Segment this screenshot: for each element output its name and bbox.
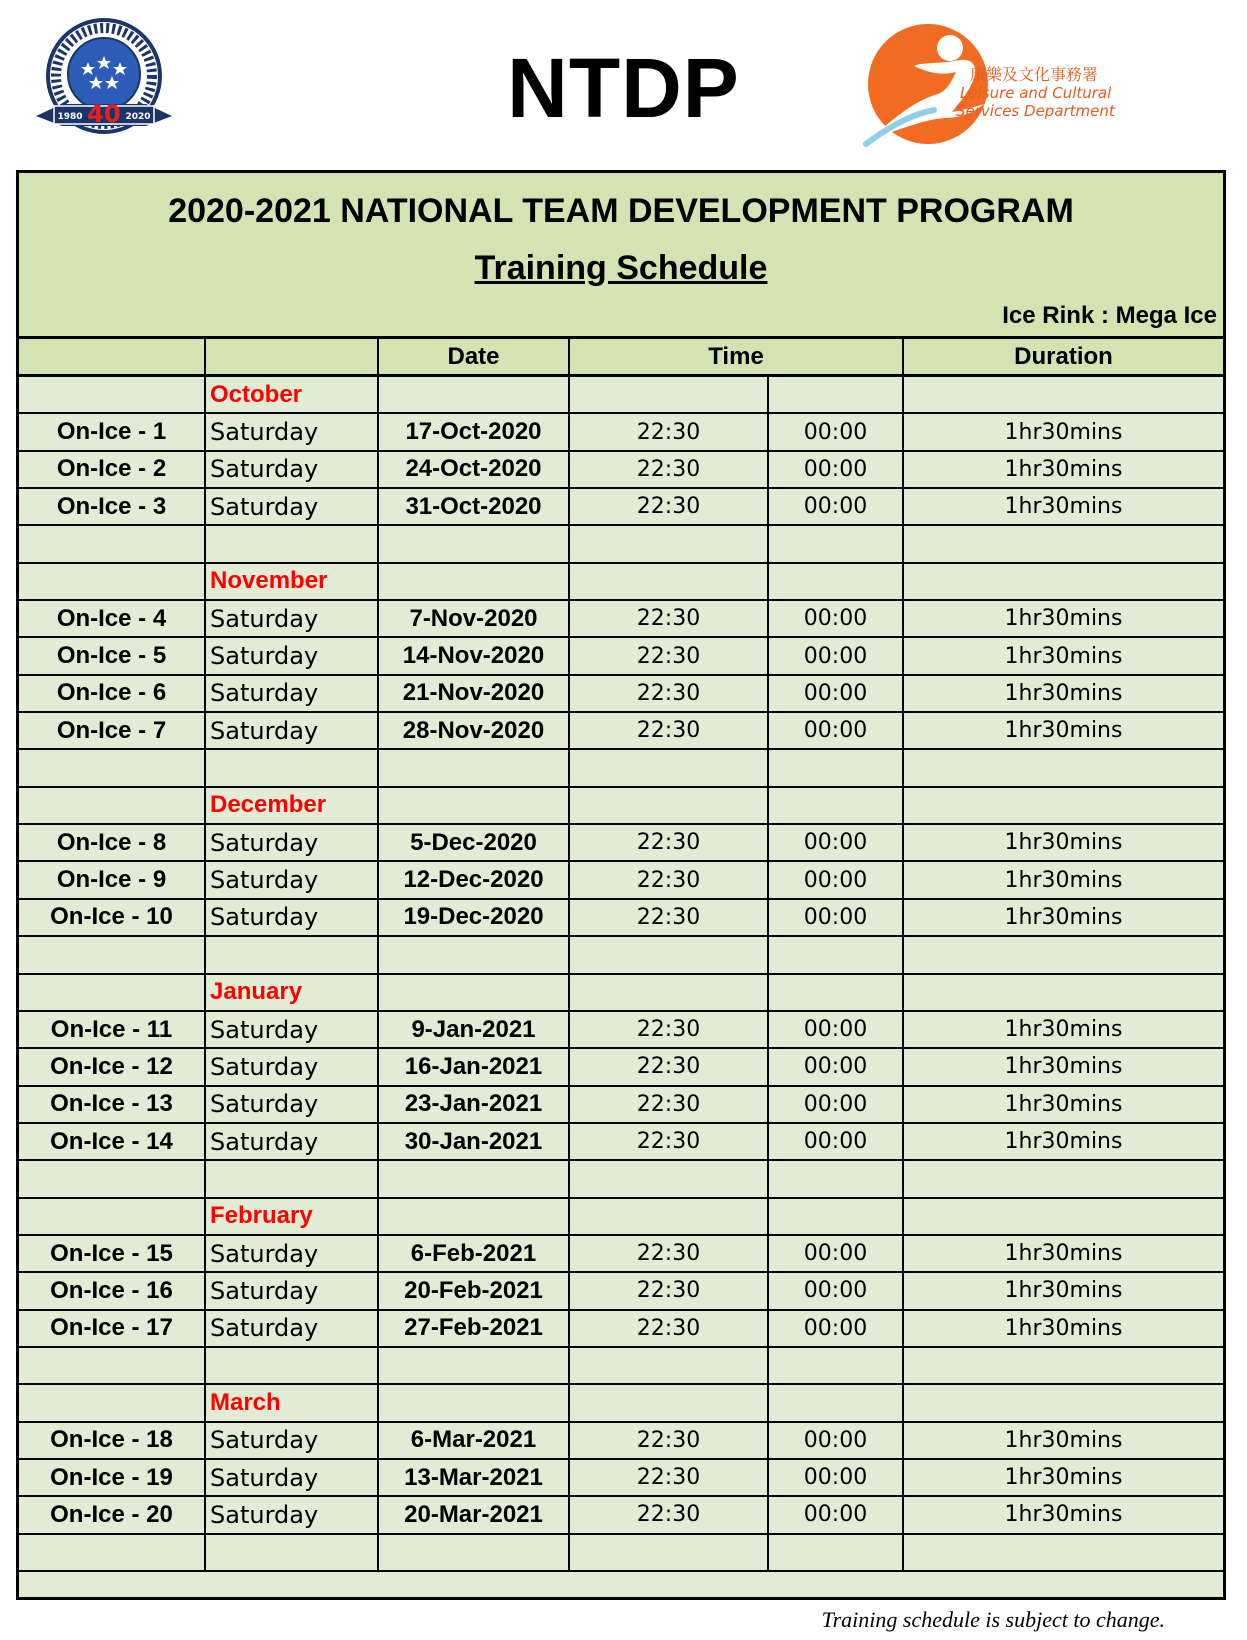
- session-label: On-Ice - 18: [19, 1423, 206, 1458]
- session-date: 24-Oct-2020: [379, 452, 570, 487]
- session-label: On-Ice - 1: [19, 414, 206, 449]
- month-row: [19, 564, 1223, 601]
- session-end-time: 00:00: [769, 489, 904, 524]
- empty-cell: [769, 1199, 904, 1234]
- table-row: [19, 414, 1223, 451]
- table-row: [19, 1087, 1223, 1124]
- session-label: On-Ice - 15: [19, 1236, 206, 1271]
- empty-cell: [19, 377, 206, 412]
- session-end-time: 00:00: [769, 414, 904, 449]
- session-start-time: 22:30: [570, 862, 769, 897]
- session-day: Saturday: [206, 1124, 379, 1159]
- logo-year-end: 2020: [125, 112, 151, 122]
- session-duration: 1hr30mins: [1004, 606, 1123, 632]
- table-row: [19, 825, 1223, 862]
- empty-cell: [769, 750, 904, 785]
- table-row: [19, 452, 1223, 489]
- session-date: 20-Mar-2021: [379, 1497, 570, 1532]
- session-label: On-Ice - 12: [19, 1049, 206, 1084]
- session-duration: 1hr30mins: [1004, 904, 1123, 930]
- session-end-time: 00:00: [769, 1311, 904, 1346]
- empty-cell: [379, 788, 570, 823]
- empty-cell: [570, 788, 769, 823]
- program-banner: [19, 173, 1223, 339]
- schedule-rows: [19, 377, 1223, 1572]
- session-end-time: 00:00: [769, 1049, 904, 1084]
- session-day: Saturday: [206, 1012, 379, 1047]
- session-date: 6-Feb-2021: [379, 1236, 570, 1271]
- session-start-time: 22:30: [570, 1497, 769, 1532]
- empty-cell: [379, 526, 570, 561]
- session-label: On-Ice - 2: [19, 452, 206, 487]
- session-label: On-Ice - 17: [19, 1311, 206, 1346]
- empty-cell: [570, 1535, 769, 1570]
- empty-cell: [570, 526, 769, 561]
- empty-cell: [904, 1385, 1223, 1420]
- empty-cell: [19, 1161, 206, 1196]
- session-end-time: 00:00: [769, 1497, 904, 1532]
- table-row: [19, 1497, 1223, 1534]
- empty-cell: [19, 1199, 206, 1234]
- empty-cell: [769, 1348, 904, 1383]
- empty-cell: [379, 1161, 570, 1196]
- session-start-time: 22:30: [570, 1049, 769, 1084]
- column-header-row: [19, 339, 1223, 377]
- session-start-time: 22:30: [570, 489, 769, 524]
- empty-cell: [570, 377, 769, 412]
- session-date: 17-Oct-2020: [379, 414, 570, 449]
- empty-cell: [206, 1348, 379, 1383]
- session-start-time: 22:30: [570, 452, 769, 487]
- empty-cell: [769, 937, 904, 972]
- ice-rink-label: Ice Rink : Mega Ice: [1002, 302, 1217, 329]
- empty-cell: [570, 750, 769, 785]
- month-row: [19, 788, 1223, 825]
- schedule-disclaimer: Training schedule is subject to change.: [821, 1607, 1165, 1632]
- session-day: Saturday: [206, 489, 379, 524]
- empty-cell: [379, 975, 570, 1010]
- session-date: 7-Nov-2020: [379, 601, 570, 636]
- session-day: Saturday: [206, 638, 379, 673]
- empty-cell: [19, 788, 206, 823]
- session-label: On-Ice - 6: [19, 676, 206, 711]
- session-end-time: 00:00: [769, 1273, 904, 1308]
- empty-cell: [206, 750, 379, 785]
- table-row: [19, 1423, 1223, 1460]
- session-label: On-Ice - 4: [19, 601, 206, 636]
- session-end-time: 00:00: [769, 900, 904, 935]
- table-row: [19, 1049, 1223, 1086]
- empty-cell: [206, 937, 379, 972]
- session-start-time: 22:30: [570, 676, 769, 711]
- session-duration: 1hr30mins: [1004, 494, 1123, 520]
- logo-year-start: 1980: [57, 112, 83, 122]
- session-start-time: 22:30: [570, 1460, 769, 1495]
- spacer-row: [19, 1348, 1223, 1385]
- session-start-time: 22:30: [570, 713, 769, 748]
- empty-cell: [19, 1348, 206, 1383]
- month-row: [19, 1385, 1223, 1422]
- session-start-time: 22:30: [570, 1236, 769, 1271]
- empty-cell: [769, 1161, 904, 1196]
- session-duration: 1hr30mins: [1004, 1465, 1123, 1491]
- session-date: 28-Nov-2020: [379, 713, 570, 748]
- session-end-time: 00:00: [769, 1423, 904, 1458]
- session-start-time: 22:30: [570, 1423, 769, 1458]
- spacer-row: [19, 1535, 1223, 1572]
- session-label: On-Ice - 10: [19, 900, 206, 935]
- session-duration: 1hr30mins: [1004, 643, 1123, 669]
- session-end-time: 00:00: [769, 676, 904, 711]
- empty-cell: [904, 788, 1223, 823]
- session-day: Saturday: [206, 676, 379, 711]
- session-end-time: 00:00: [769, 862, 904, 897]
- month-label: January: [206, 975, 379, 1010]
- header-duration: Duration: [1014, 343, 1113, 370]
- session-day: Saturday: [206, 452, 379, 487]
- session-date: 27-Feb-2021: [379, 1311, 570, 1346]
- lcsd-name-en-2: Services Department: [956, 102, 1115, 120]
- empty-cell: [904, 937, 1223, 972]
- table-row: [19, 676, 1223, 713]
- empty-cell: [570, 1385, 769, 1420]
- empty-cell: [904, 1161, 1223, 1196]
- session-day: Saturday: [206, 1311, 379, 1346]
- session-end-time: 00:00: [769, 713, 904, 748]
- session-duration: 1hr30mins: [1004, 680, 1123, 706]
- session-duration: 1hr30mins: [1004, 718, 1123, 744]
- empty-cell: [769, 1535, 904, 1570]
- session-day: Saturday: [206, 1236, 379, 1271]
- header-time: Time: [570, 339, 904, 374]
- empty-cell: [19, 1385, 206, 1420]
- session-duration: 1hr30mins: [1004, 830, 1123, 856]
- empty-cell: [19, 750, 206, 785]
- session-label: On-Ice - 13: [19, 1087, 206, 1122]
- session-label: On-Ice - 8: [19, 825, 206, 860]
- session-duration: 1hr30mins: [1004, 1427, 1123, 1453]
- table-row: [19, 1012, 1223, 1049]
- month-row: [19, 975, 1223, 1012]
- session-duration: 1hr30mins: [1004, 1054, 1123, 1080]
- session-duration: 1hr30mins: [1004, 1017, 1123, 1043]
- table-row: [19, 862, 1223, 899]
- session-end-time: 00:00: [769, 1124, 904, 1159]
- empty-cell: [379, 1348, 570, 1383]
- page-title: NTDP: [507, 41, 740, 135]
- empty-cell: [769, 377, 904, 412]
- empty-cell: [570, 1348, 769, 1383]
- session-duration: 1hr30mins: [1004, 419, 1123, 445]
- session-start-time: 22:30: [570, 1124, 769, 1159]
- session-end-time: 00:00: [769, 825, 904, 860]
- schedule-sheet: [16, 170, 1226, 1600]
- empty-cell: [904, 564, 1223, 599]
- empty-cell: [904, 1199, 1223, 1234]
- month-label: December: [206, 788, 379, 823]
- session-date: 6-Mar-2021: [379, 1423, 570, 1458]
- month-label: February: [206, 1199, 379, 1234]
- session-label: On-Ice - 19: [19, 1460, 206, 1495]
- table-row: [19, 1273, 1223, 1310]
- session-duration: 1hr30mins: [1004, 1129, 1123, 1155]
- session-day: Saturday: [206, 1049, 379, 1084]
- empty-cell: [570, 937, 769, 972]
- session-date: 16-Jan-2021: [379, 1049, 570, 1084]
- empty-cell: [904, 377, 1223, 412]
- empty-cell: [206, 526, 379, 561]
- logo-anniversary: 40: [87, 100, 121, 128]
- session-date: 13-Mar-2021: [379, 1460, 570, 1495]
- empty-cell: [570, 1199, 769, 1234]
- empty-cell: [379, 377, 570, 412]
- session-duration: 1hr30mins: [1004, 456, 1123, 482]
- empty-cell: [570, 975, 769, 1010]
- empty-cell: [379, 1385, 570, 1420]
- header-day: [206, 339, 379, 374]
- spacer-row: [19, 526, 1223, 563]
- session-day: Saturday: [206, 1273, 379, 1308]
- session-day: Saturday: [206, 1423, 379, 1458]
- session-day: Saturday: [206, 713, 379, 748]
- header-session: [19, 339, 206, 374]
- session-date: 31-Oct-2020: [379, 489, 570, 524]
- session-duration: 1hr30mins: [1004, 1278, 1123, 1304]
- spacer-row: [19, 750, 1223, 787]
- empty-cell: [769, 526, 904, 561]
- session-date: 21-Nov-2020: [379, 676, 570, 711]
- session-date: 12-Dec-2020: [379, 862, 570, 897]
- session-date: 23-Jan-2021: [379, 1087, 570, 1122]
- session-day: Saturday: [206, 825, 379, 860]
- session-date: 30-Jan-2021: [379, 1124, 570, 1159]
- table-row: [19, 638, 1223, 675]
- empty-cell: [19, 1535, 206, 1570]
- spacer-row: [19, 1161, 1223, 1198]
- table-row: [19, 601, 1223, 638]
- month-row: [19, 377, 1223, 414]
- empty-cell: [19, 564, 206, 599]
- session-day: Saturday: [206, 862, 379, 897]
- empty-cell: [379, 937, 570, 972]
- session-end-time: 00:00: [769, 1087, 904, 1122]
- empty-cell: [570, 564, 769, 599]
- table-row: [19, 900, 1223, 937]
- session-end-time: 00:00: [769, 1012, 904, 1047]
- session-day: Saturday: [206, 900, 379, 935]
- empty-cell: [570, 1161, 769, 1196]
- session-end-time: 00:00: [769, 452, 904, 487]
- session-label: On-Ice - 20: [19, 1497, 206, 1532]
- session-label: On-Ice - 16: [19, 1273, 206, 1308]
- table-row: [19, 1236, 1223, 1273]
- session-day: Saturday: [206, 601, 379, 636]
- lcsd-logo: [860, 14, 1190, 154]
- session-label: On-Ice - 9: [19, 862, 206, 897]
- spacer-row: [19, 937, 1223, 974]
- session-duration: 1hr30mins: [1004, 1091, 1123, 1117]
- session-start-time: 22:30: [570, 825, 769, 860]
- empty-cell: [904, 1535, 1223, 1570]
- schedule-subtitle: Training Schedule: [474, 249, 768, 287]
- header-date: Date: [379, 339, 570, 374]
- session-start-time: 22:30: [570, 1273, 769, 1308]
- month-label: March: [206, 1385, 379, 1420]
- session-date: 14-Nov-2020: [379, 638, 570, 673]
- month-label: November: [206, 564, 379, 599]
- session-end-time: 00:00: [769, 638, 904, 673]
- session-start-time: 22:30: [570, 601, 769, 636]
- empty-cell: [904, 1348, 1223, 1383]
- session-duration: 1hr30mins: [1004, 1502, 1123, 1528]
- session-day: Saturday: [206, 1087, 379, 1122]
- session-start-time: 22:30: [570, 414, 769, 449]
- session-label: On-Ice - 14: [19, 1124, 206, 1159]
- session-label: On-Ice - 11: [19, 1012, 206, 1047]
- session-start-time: 22:30: [570, 900, 769, 935]
- session-label: On-Ice - 7: [19, 713, 206, 748]
- session-date: 9-Jan-2021: [379, 1012, 570, 1047]
- session-end-time: 00:00: [769, 1460, 904, 1495]
- empty-cell: [206, 1161, 379, 1196]
- empty-cell: [769, 1385, 904, 1420]
- empty-cell: [769, 564, 904, 599]
- session-start-time: 22:30: [570, 1311, 769, 1346]
- table-row: [19, 1460, 1223, 1497]
- session-label: On-Ice - 5: [19, 638, 206, 673]
- program-title: 2020-2021 NATIONAL TEAM DEVELOPMENT PROGRAM: [168, 192, 1074, 230]
- session-day: Saturday: [206, 414, 379, 449]
- empty-cell: [379, 564, 570, 599]
- empty-cell: [769, 975, 904, 1010]
- empty-cell: [379, 1199, 570, 1234]
- empty-cell: [19, 937, 206, 972]
- session-end-time: 00:00: [769, 601, 904, 636]
- table-row: [19, 1311, 1223, 1348]
- empty-cell: [904, 975, 1223, 1010]
- empty-cell: [206, 1535, 379, 1570]
- session-start-time: 22:30: [570, 1087, 769, 1122]
- lcsd-name-zh: 康樂及文化事務署: [970, 65, 1099, 84]
- empty-cell: [904, 750, 1223, 785]
- session-day: Saturday: [206, 1497, 379, 1532]
- month-label: October: [206, 377, 379, 412]
- session-label: On-Ice - 3: [19, 489, 206, 524]
- session-date: 20-Feb-2021: [379, 1273, 570, 1308]
- session-date: 19-Dec-2020: [379, 900, 570, 935]
- table-row: [19, 713, 1223, 750]
- session-start-time: 22:30: [570, 1012, 769, 1047]
- table-row: [19, 489, 1223, 526]
- empty-cell: [904, 526, 1223, 561]
- table-row: [19, 1124, 1223, 1161]
- session-date: 5-Dec-2020: [379, 825, 570, 860]
- empty-cell: [379, 750, 570, 785]
- session-duration: 1hr30mins: [1004, 867, 1123, 893]
- session-end-time: 00:00: [769, 1236, 904, 1271]
- empty-cell: [769, 788, 904, 823]
- empty-cell: [19, 975, 206, 1010]
- empty-cell: [19, 526, 206, 561]
- session-duration: 1hr30mins: [1004, 1241, 1123, 1267]
- empty-cell: [379, 1535, 570, 1570]
- session-start-time: 22:30: [570, 638, 769, 673]
- session-day: Saturday: [206, 1460, 379, 1495]
- month-row: [19, 1199, 1223, 1236]
- session-duration: 1hr30mins: [1004, 1315, 1123, 1341]
- lcsd-name-en-1: Leisure and Cultural: [960, 84, 1112, 102]
